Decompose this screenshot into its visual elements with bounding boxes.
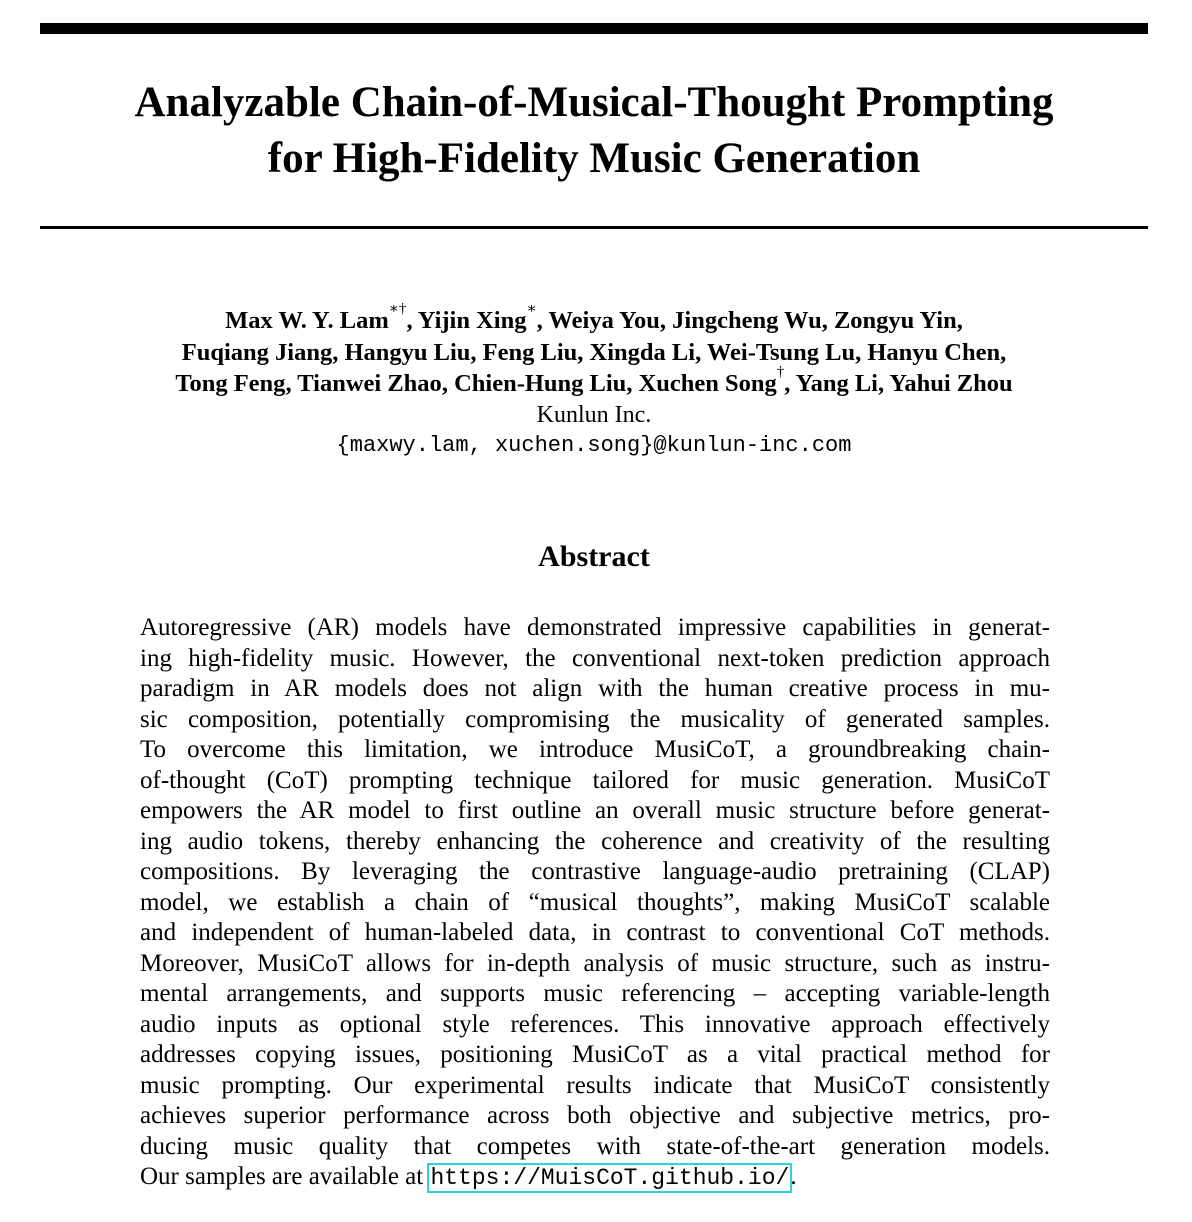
- abstract-line: addresses copying issues, positioning MusiCoT as a vital practical method for: [140, 1041, 1050, 1068]
- author-name: Tianwei Zhao: [297, 370, 442, 397]
- author-footnote-mark: ∗: [526, 301, 537, 317]
- abstract-line: To overcome this limitation, we introduce MusiCoT, a groundbreaking chain-: [140, 736, 1050, 763]
- author-line-2: Fuqiang Jiang, Hangyu Liu, Feng Liu, Xingda Li, Wei-Tsung Lu, Hanyu Chen,: [181, 338, 1007, 366]
- author-name: Chien-Hung Liu: [454, 370, 627, 397]
- author-name: Zongyu Yin: [833, 307, 957, 334]
- paper-title: [40, 75, 1148, 187]
- author-line-1: [40, 301, 1148, 337]
- abstract-line: compositions. By leveraging the contrastive language-audio pretraining (CLAP): [140, 858, 1050, 885]
- author-separator: ,: [956, 307, 963, 334]
- abstract-heading: Abstract: [538, 540, 650, 573]
- title-top-rule: [40, 23, 1148, 34]
- author-name: Weiya You: [548, 307, 660, 334]
- abstract-line: paradigm in AR models does not align with the human creative process in mu-: [140, 675, 1050, 702]
- abstract-line: music prompting. Our experimental results indicate that MusiCoT consistently: [140, 1071, 1050, 1099]
- author-name: Yang Li: [795, 370, 878, 397]
- author-name: Tong Feng: [175, 370, 286, 397]
- author-footnote-mark: ∗†: [388, 301, 407, 317]
- samples-prefix: Our samples are available at: [140, 1163, 430, 1190]
- abstract-line: model, we establish a chain of “musical thoughts”, making MusiCoT scalable: [140, 888, 1050, 916]
- author-name: Jingcheng Wu: [672, 307, 822, 334]
- abstract-line: and independent of human-labeled data, in contrast to conventional CoT methods.: [140, 919, 1050, 946]
- contact-email: {maxwy.lam, xuchen.song}@kunlun-inc.com: [336, 433, 852, 458]
- author-separator: ,: [536, 307, 549, 334]
- title-bottom-rule: [40, 226, 1148, 229]
- abstract-line: empowers the AR model to first outline an overall music structure before generat-: [140, 797, 1050, 824]
- author-name: Yijin Xing: [417, 307, 527, 334]
- abstract-line: Moreover, MusiCoT allows for in-depth analysis of music structure, such as instru-: [140, 949, 1050, 977]
- abstract-line: Autoregressive (AR) models have demonstrated impressive capabilities in generat-: [140, 614, 1050, 641]
- author-separator: ,: [285, 370, 298, 397]
- abstract-line: audio inputs as optional style references. This innovative approach effectively: [140, 1010, 1050, 1038]
- abstract-line: mental arrangements, and supports music referencing – accepting variable-length: [140, 980, 1050, 1007]
- author-separator: ,: [406, 307, 418, 334]
- abstract-line: achieves superior performance across both objective and subjective metrics, pro-: [140, 1102, 1050, 1129]
- author-separator: ,: [659, 307, 673, 334]
- abstract-line: ing high-fidelity music. However, the conventional next-token prediction approach: [140, 644, 1050, 672]
- author-separator: ,: [821, 307, 834, 334]
- abstract-body: [140, 613, 1050, 1193]
- author-list: [40, 301, 1148, 400]
- affiliation: Kunlun Inc.: [536, 402, 652, 428]
- abstract-line: of-thought (CoT) prompting technique tailored for music generation. MusiCoT: [140, 766, 1050, 794]
- author-separator: ,: [441, 370, 455, 397]
- author-separator: ,: [626, 370, 639, 397]
- author-name: Xuchen Song: [638, 370, 777, 397]
- paper-title-line-1: Analyzable Chain-of-Musical-Thought Prompting: [134, 79, 1054, 126]
- author-name: Max W. Y. Lam: [225, 307, 389, 334]
- samples-suffix: .: [790, 1163, 797, 1190]
- author-separator: ,: [878, 370, 890, 397]
- abstract-samples-line: [140, 1162, 1050, 1193]
- author-name: Yahui Zhou: [889, 370, 1013, 397]
- author-separator: ,: [784, 370, 796, 397]
- author-footnote-mark: †: [776, 364, 785, 380]
- author-line-3: [40, 364, 1148, 400]
- abstract-line: ing audio tokens, thereby enhancing the coherence and creativity of the resulting: [140, 827, 1050, 855]
- abstract-line: sic composition, potentially compromising the musicality of generated samples.: [140, 705, 1050, 733]
- abstract-line: ducing music quality that competes with state-of-the-art generation models.: [140, 1132, 1050, 1160]
- paper-title-line-2: for High-Fidelity Music Generation: [267, 135, 921, 182]
- samples-link[interactable]: https://MuisCoT.github.io/: [430, 1165, 790, 1191]
